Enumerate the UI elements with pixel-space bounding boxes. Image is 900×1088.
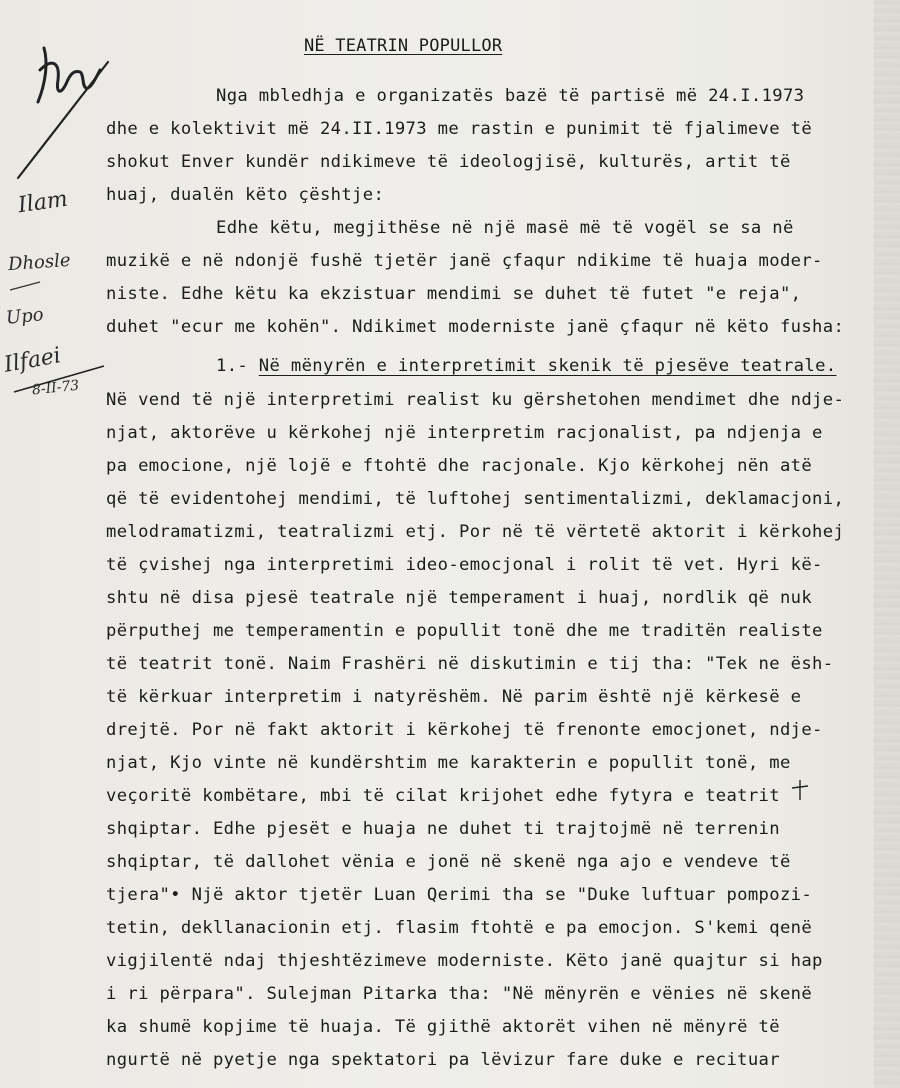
margin-note: Ilam [16,186,70,219]
correction-mark [792,780,808,800]
text-line: ka shumë kopjime të huaja. Të gjithë aktorët vihen në mënyrë të [106,1017,780,1037]
signature-scrawl [38,48,100,102]
margin-note: Ilfaei [2,343,63,378]
text-line: të çvishej nga interpretimi ideo-emocjonal i rolit të vet. Hyri kë- [106,555,823,575]
section-number: 1.- [216,356,259,376]
text-line: që të evidentohej mendimi, të luftohej sentimentalizmi, deklamacjoni, [106,489,845,509]
text-line: huaj, dualën këto çështje: [106,185,385,205]
text-line: duhet "ecur me kohën". Ndikimet moderniste janë çfaqur në këto fusha: [106,317,845,337]
text-line: tetin, dekllanacionin etj. flasim ftohtë e pa emocjon. S'kemi qenë [106,918,813,938]
date-slash [14,366,104,392]
text-line: drejtë. Por në fakt aktorit i kërkohej të frenonte emocjonet, ndje- [106,720,823,740]
text-line: njat, aktorëve u kërkohej një interpretim racjonalist, pa ndjenja e [106,423,823,443]
text-line: tjera"• Një aktor tjetër Luan Qerimi tha se "Duke luftuar pompozi- [106,885,813,905]
margin-note-date: 8-II-73 [31,377,80,399]
text-line: i ri përpara". Sulejman Pitarka tha: "Në mënyrën e vënies në skenë [106,984,813,1004]
text-line: njat, Kjo vinte në kundërshtim me karakterin e popullit tonë, me [106,753,791,773]
text-line: Nga mbledhja e organizatës bazë të partisë më 24.I.1973 [216,86,805,106]
document-title: NË TEATRIN POPULLOR [304,36,503,56]
text-line: shokut Enver kundër ndikimeve të ideologjisë, kulturës, artit të [106,152,791,172]
text-line: muzikë e në ndonjë fushë tjetër janë çfaqur ndikime të huaja moder- [106,251,823,271]
text-line: të kërkuar interpretim i natyrëshëm. Në parim është një kërkesë e [106,687,802,707]
note-underline [10,282,40,290]
text-line: përputhej me temperamentin e popullit tonë dhe me traditën realiste [106,621,823,641]
text-line: veçoritë kombëtare, mbi të cilat krijohet edhe fytyra e teatrit [106,786,780,806]
text-line: të teatrit tonë. Naim Frashëri në diskutimin e tij tha: "Tek ne ësh- [106,654,834,674]
text-line: Në vend të një interpretimi realist ku gërshetohen mendimet dhe ndje- [106,390,845,410]
margin-note: Upo [5,304,45,329]
text-line: shqiptar. Edhe pjesët e huaja ne duhet ti trajtojmë në terrenin [106,819,780,839]
text-line: ngurtë në pyetje nga spektatori pa lëvizur fare duke e recituar [106,1050,780,1070]
text-line: dhe e kolektivit më 24.II.1973 me rastin e punimit të fjalimeve të [106,119,813,139]
text-line: melodramatizmi, teatralizmi etj. Por në të vërtetë aktorit i kërkohej [106,522,845,542]
text-line: pa emocione, një lojë e ftohtë dhe racjonale. Kjo kërkohej nën atë [106,456,813,476]
text-line: vigjilentë ndaj thjeshtëzimeve moderniste. Këto janë quajtur si hap [106,951,823,971]
signature-slash [18,62,108,178]
text-line: Edhe këtu, megjithëse në një masë më të vogël se sa në [216,218,794,238]
text-line: shtu në disa pjesë teatrale një temperament i huaj, nordlik që nuk [106,588,813,608]
margin-note: Dhosle [7,249,72,276]
text-line: shqiptar, të dallohet vënia e jonë në skenë nga ajo e vendeve të [106,852,791,872]
text-line: niste. Edhe këtu ka ekzistuar mendimi se duhet të futet "e reja", [106,284,802,304]
section-heading-text: Në mënyrën e interpretimit skenik të pjesëve teatrale. [258,356,837,376]
